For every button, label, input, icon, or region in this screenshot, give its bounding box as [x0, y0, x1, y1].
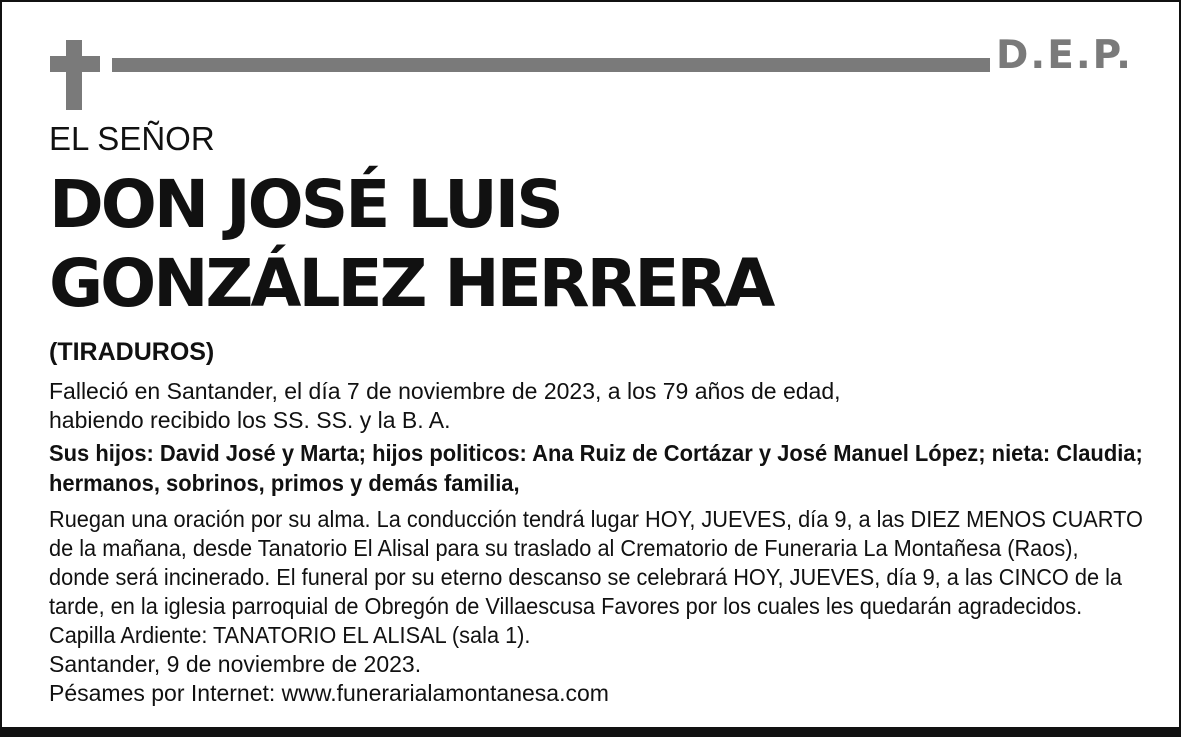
service-line: Capilla Ardiente: TANATORIO EL ALISAL (sala 1). — [49, 622, 531, 648]
service-line: donde será incinerado. El funeral por su eterno descanso se celebrará HOY, JUEVES, día 9, a las CINCO de la — [49, 564, 1123, 590]
closing-details — [49, 650, 609, 708]
closing-date: Santander, 9 de noviembre de 2023. — [49, 651, 422, 677]
condolences-link: Pésames por Internet: www.funerarialamontanesa.com — [49, 680, 609, 706]
service-details — [49, 505, 1143, 650]
service-line: Ruegan una oración por su alma. La conducción tendrá lugar HOY, JUEVES, día 9, a las DIEZ MENOS CUARTO — [49, 506, 1143, 532]
bottom-border — [2, 727, 1181, 735]
header-rule — [112, 58, 990, 72]
deceased-name-line2: GONZÁLEZ HERRERA — [49, 245, 773, 322]
death-line: habiendo recibido los SS. SS. y la B. A. — [49, 407, 451, 433]
nickname: (TIRADUROS) — [49, 338, 215, 366]
service-line: de la mañana, desde Tanatorio El Alisal para su traslado al Crematorio de Funeraria La Montañesa (Raos), — [49, 535, 1079, 561]
death-details — [49, 377, 841, 435]
family-list — [49, 438, 1143, 498]
dep-label: D.E.P. — [996, 33, 1133, 78]
family-line: hermanos, sobrinos, primos y demás familia, — [49, 470, 520, 496]
family-line: Sus hijos: David José y Marta; hijos politicos: Ana Ruiz de Cortázar y José Manuel López; nieta: Claudia; — [49, 440, 1143, 466]
title-prefix: EL SEÑOR — [49, 120, 215, 157]
death-line: Falleció en Santander, el día 7 de noviembre de 2023, a los 79 años de edad, — [49, 378, 841, 404]
service-line: tarde, en la iglesia parroquial de Obregón de Villaescusa Favores por los cuales les quedarán agradecidos. — [49, 593, 1083, 619]
deceased-name-line1: DON JOSÉ LUIS — [49, 166, 561, 243]
